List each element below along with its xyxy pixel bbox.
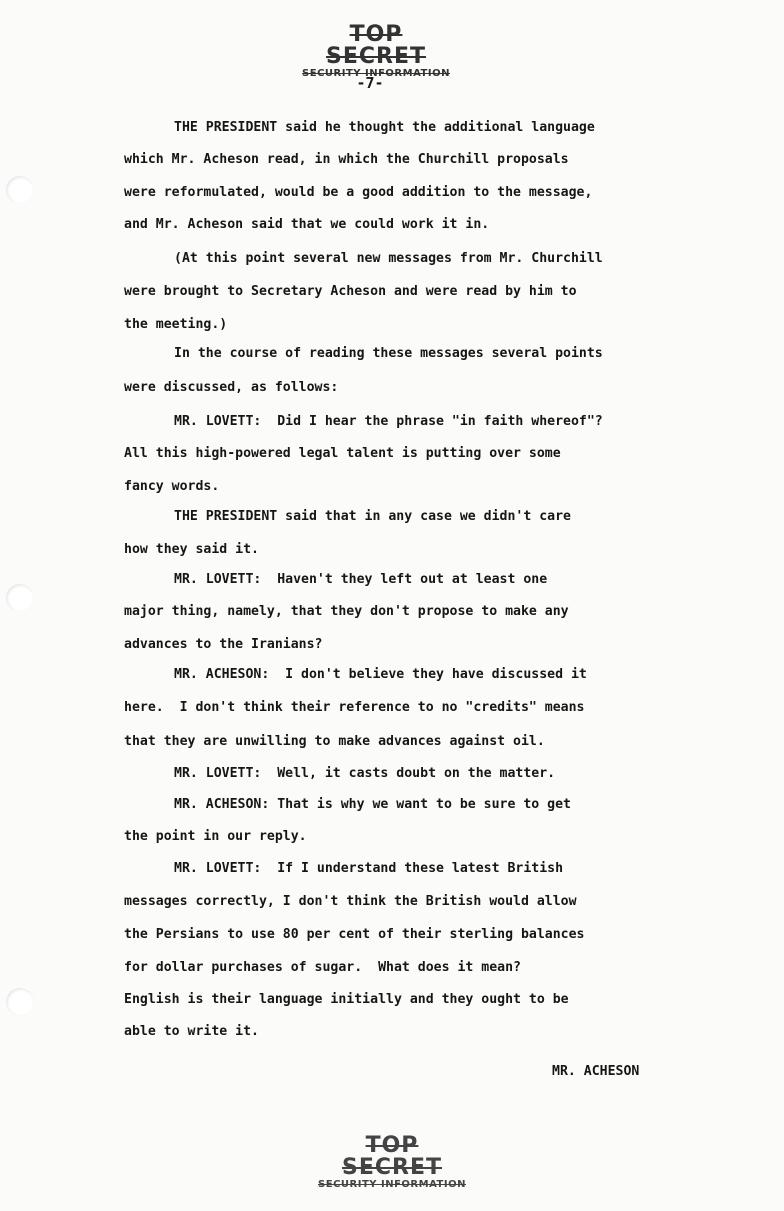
text-line: MR. ACHESON: I don't believe they have discussed it: [174, 667, 587, 682]
text-line: English is their language initially and they ought to be: [124, 992, 569, 1007]
text-line: able to write it.: [124, 1024, 259, 1039]
text-line: fancy words.: [124, 479, 220, 494]
text-line: messages correctly, I don't think the British would allow: [124, 894, 577, 909]
text-line: All this high-powered legal talent is putting over some: [124, 446, 561, 461]
text-line: were brought to Secretary Acheson and were read by him to: [124, 284, 577, 299]
text-line: were reformulated, would be a good addition to the message,: [124, 185, 593, 200]
stamp-sub-text: SECURITY INFORMATION: [318, 1179, 466, 1190]
next-speaker-catchword: MR. ACHESON: [552, 1064, 640, 1079]
text-line: THE PRESIDENT said that in any case we didn't care: [174, 509, 571, 524]
text-line: here. I don't think their reference to no "credits" means: [124, 700, 585, 715]
text-line: major thing, namely, that they don't propose to make any: [124, 604, 569, 619]
text-line: MR. LOVETT: Did I hear the phrase "in faith whereof"?: [174, 414, 603, 429]
text-line: (At this point several new messages from Mr. Churchill: [174, 251, 603, 266]
text-line: MR. LOVETT: If I understand these latest British: [174, 861, 564, 876]
text-line: MR. LOVETT: Haven't they left out at least one: [174, 572, 548, 587]
text-line: the point in our reply.: [124, 829, 307, 844]
text-line: were discussed, as follows:: [124, 380, 339, 395]
text-line: which Mr. Acheson read, in which the Churchill proposals: [124, 152, 569, 167]
text-line: In the course of reading these messages several points: [174, 346, 603, 361]
text-line: how they said it.: [124, 542, 259, 557]
page-number: -7-: [356, 74, 384, 92]
text-line: for dollar purchases of sugar. What does it mean?: [124, 960, 521, 975]
text-line: that they are unwilling to make advances against oil.: [124, 734, 545, 749]
text-line: the Persians to use 80 per cent of their sterling balances: [124, 927, 585, 942]
text-line: advances to the Iranians?: [124, 637, 323, 652]
classification-stamp-bottom: [312, 1135, 472, 1191]
stamp-main-text: TOP SECRET: [326, 22, 426, 69]
stamp-main-text: TOP SECRET: [342, 1133, 442, 1180]
text-line: and Mr. Acheson said that we could work it in.: [124, 217, 490, 232]
text-line: THE PRESIDENT said he thought the additional language: [174, 120, 595, 135]
text-line: the meeting.): [124, 317, 228, 332]
text-line: MR. ACHESON: That is why we want to be sure to get: [174, 797, 571, 812]
text-line: MR. LOVETT: Well, it casts doubt on the matter.: [174, 766, 556, 781]
stamp-sub-text: SECURITY INFORMATION: [302, 68, 450, 79]
